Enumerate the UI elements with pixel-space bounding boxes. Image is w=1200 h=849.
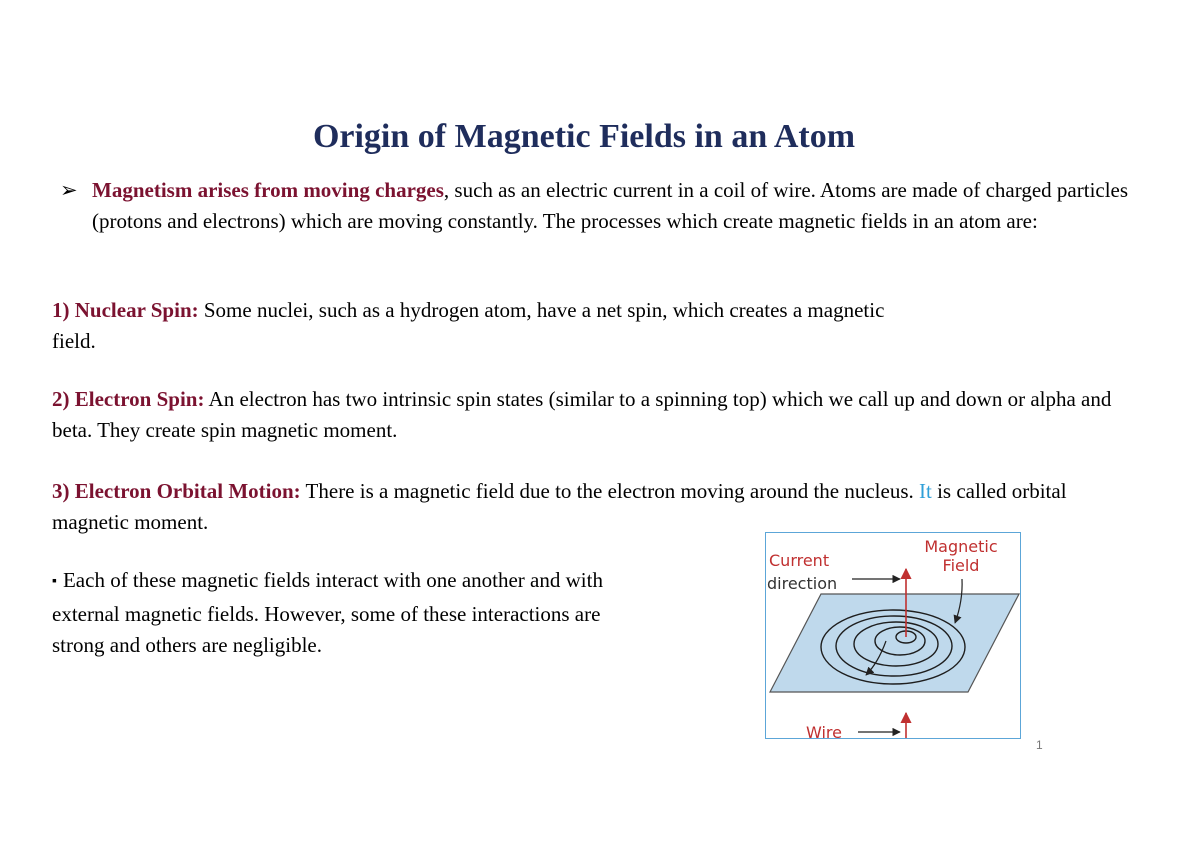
electron-spin-heading: 2) Electron Spin: bbox=[52, 387, 205, 411]
orbital-motion-highlight: It bbox=[919, 479, 932, 503]
arrow-bullet-icon: ➢ bbox=[60, 178, 78, 202]
intro-text bbox=[92, 175, 1140, 237]
nuclear-spin-paragraph bbox=[52, 295, 912, 357]
wire-label: Wire bbox=[806, 723, 842, 742]
orbital-motion-text-after: is called orbital magnetic moment. bbox=[52, 479, 1067, 534]
orbital-motion-heading: 3) Electron Orbital Motion: bbox=[52, 479, 301, 503]
electron-spin-text: An electron has two intrinsic spin states (similar to a spinning top) which we call up and down or alpha and beta. They create spin magnetic moment. bbox=[52, 387, 1112, 442]
intro-lead: Magnetism arises from moving charges bbox=[92, 178, 444, 202]
field-plane bbox=[770, 594, 1019, 692]
nuclear-spin-text: Some nuclei, such as a hydrogen atom, have a net spin, which creates a magnetic field. bbox=[52, 298, 885, 353]
page-number: 1 bbox=[1036, 738, 1043, 752]
electron-spin-paragraph bbox=[52, 384, 1142, 446]
intro-paragraph bbox=[60, 175, 1140, 237]
page-title: Origin of Magnetic Fields in an Atom bbox=[312, 118, 856, 155]
interaction-note-text: Each of these magnetic fields interact with one another and with external magnetic fields. However, some of these interactions are strong and others are negligible. bbox=[52, 568, 603, 657]
orbital-motion-text: There is a magnetic field due to the electron moving around the nucleus. bbox=[300, 479, 920, 503]
nuclear-spin-heading: 1) Nuclear Spin: bbox=[52, 298, 199, 322]
current-label: Current bbox=[769, 551, 830, 570]
magnetic-field-diagram bbox=[765, 532, 1021, 742]
square-bullet-icon: ▪ bbox=[52, 574, 57, 589]
intro-body: , such as an electric current in a coil of wire. Atoms are made of charged particles (protons and electrons) which are moving constantly. The processes which create magnetic fields in an atom are: bbox=[92, 178, 1129, 233]
direction-label: direction bbox=[767, 574, 838, 593]
magnetic-field-label: Magnetic Field bbox=[924, 537, 998, 575]
interaction-note bbox=[52, 565, 612, 661]
orbital-motion-paragraph bbox=[52, 476, 1142, 538]
